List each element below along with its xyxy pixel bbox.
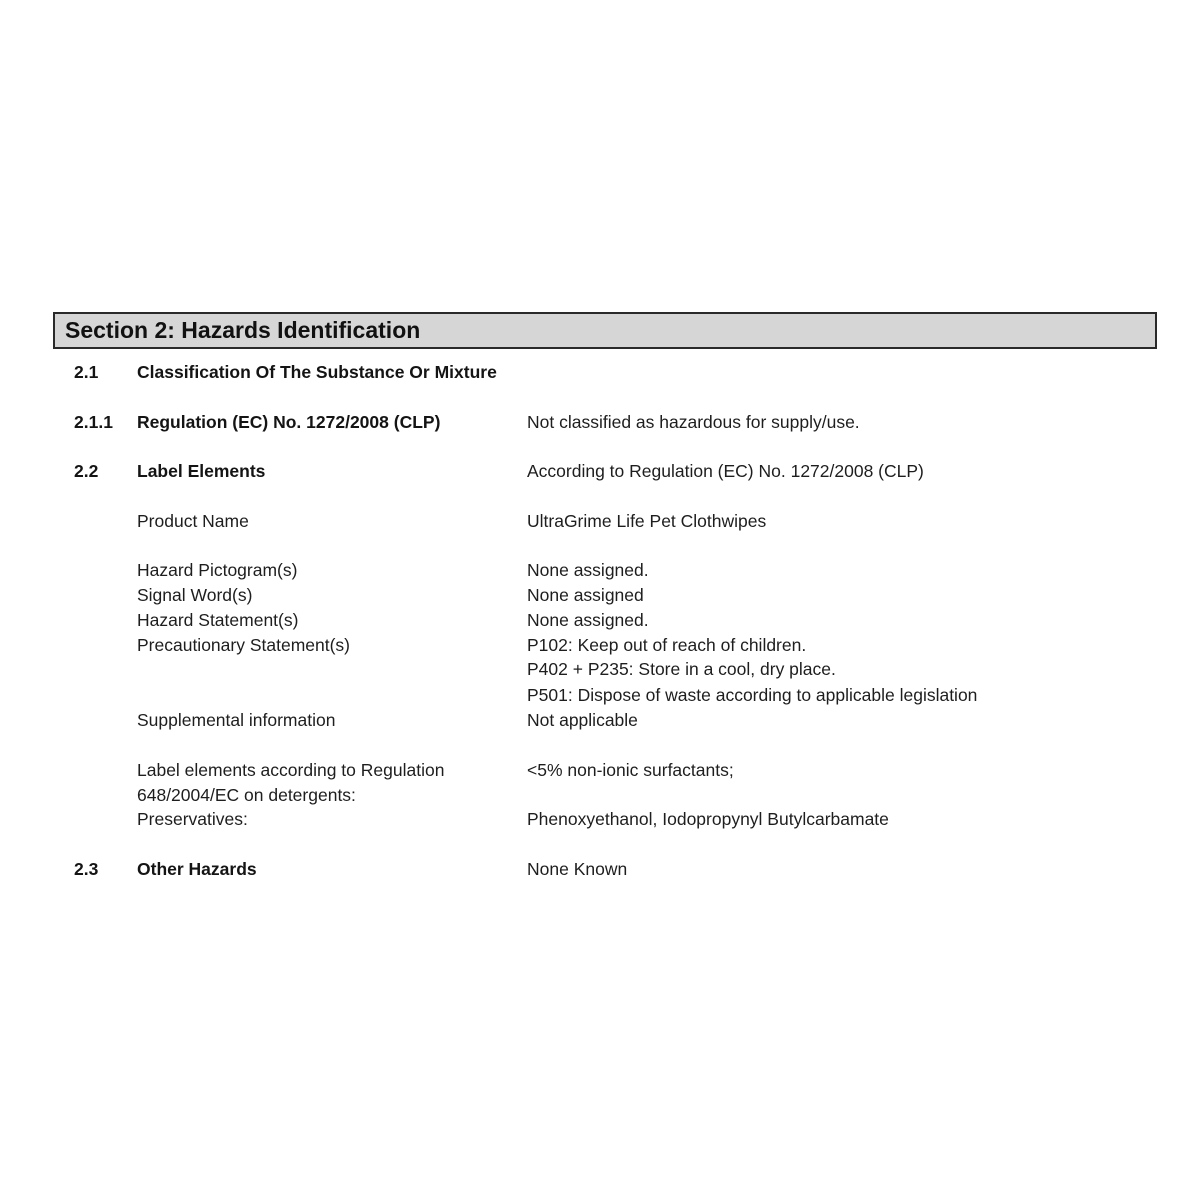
- product-name-label: Product Name: [137, 511, 249, 531]
- section-2-3-value: None Known: [527, 859, 628, 879]
- precautionary-statement-p102: P102: Keep out of reach of children.: [527, 635, 807, 655]
- section-header-bar: [53, 312, 1157, 349]
- detergent-value: <5% non-ionic surfactants;: [527, 760, 734, 780]
- detergent-label-line2: 648/2004/EC on detergents:: [137, 785, 356, 805]
- section-2-2-heading: Label Elements: [137, 461, 266, 481]
- section-2-1-1-heading: Regulation (EC) No. 1272/2008 (CLP): [137, 412, 441, 432]
- hazard-pictogram-label: Hazard Pictogram(s): [137, 560, 298, 580]
- supplemental-information-value: Not applicable: [527, 710, 638, 730]
- signal-word-value: None assigned: [527, 585, 644, 605]
- preservatives-label: Preservatives:: [137, 809, 248, 829]
- hazard-pictogram-value: None assigned.: [527, 560, 649, 580]
- section-2-3-heading: Other Hazards: [137, 859, 257, 879]
- section-2-1-number: 2.1: [74, 362, 99, 382]
- product-name-value: UltraGrime Life Pet Clothwipes: [527, 511, 767, 531]
- section-2-1-1-value: Not classified as hazardous for supply/use.: [527, 412, 860, 432]
- detergent-label-line1: Label elements according to Regulation: [137, 760, 445, 780]
- signal-word-label: Signal Word(s): [137, 585, 253, 605]
- section-title: Section 2: Hazards Identification: [65, 317, 421, 343]
- section-2-2-number: 2.2: [74, 461, 99, 481]
- section-2-2-value: According to Regulation (EC) No. 1272/2008 (CLP): [527, 461, 924, 481]
- section-2-1-1-number: 2.1.1: [74, 412, 113, 432]
- supplemental-information-label: Supplemental information: [137, 710, 336, 730]
- hazard-statement-value: None assigned.: [527, 610, 649, 630]
- section-2-1-heading: Classification Of The Substance Or Mixture: [137, 362, 497, 382]
- precautionary-statement-label: Precautionary Statement(s): [137, 635, 351, 655]
- hazard-statement-label: Hazard Statement(s): [137, 610, 299, 630]
- preservatives-value: Phenoxyethanol, Iodopropynyl Butylcarbamate: [527, 809, 889, 829]
- section-2-3-number: 2.3: [74, 859, 99, 879]
- precautionary-statement-p402: P402 + P235: Store in a cool, dry place.: [527, 659, 836, 679]
- precautionary-statement-p501: P501: Dispose of waste according to applicable legislation: [527, 685, 978, 705]
